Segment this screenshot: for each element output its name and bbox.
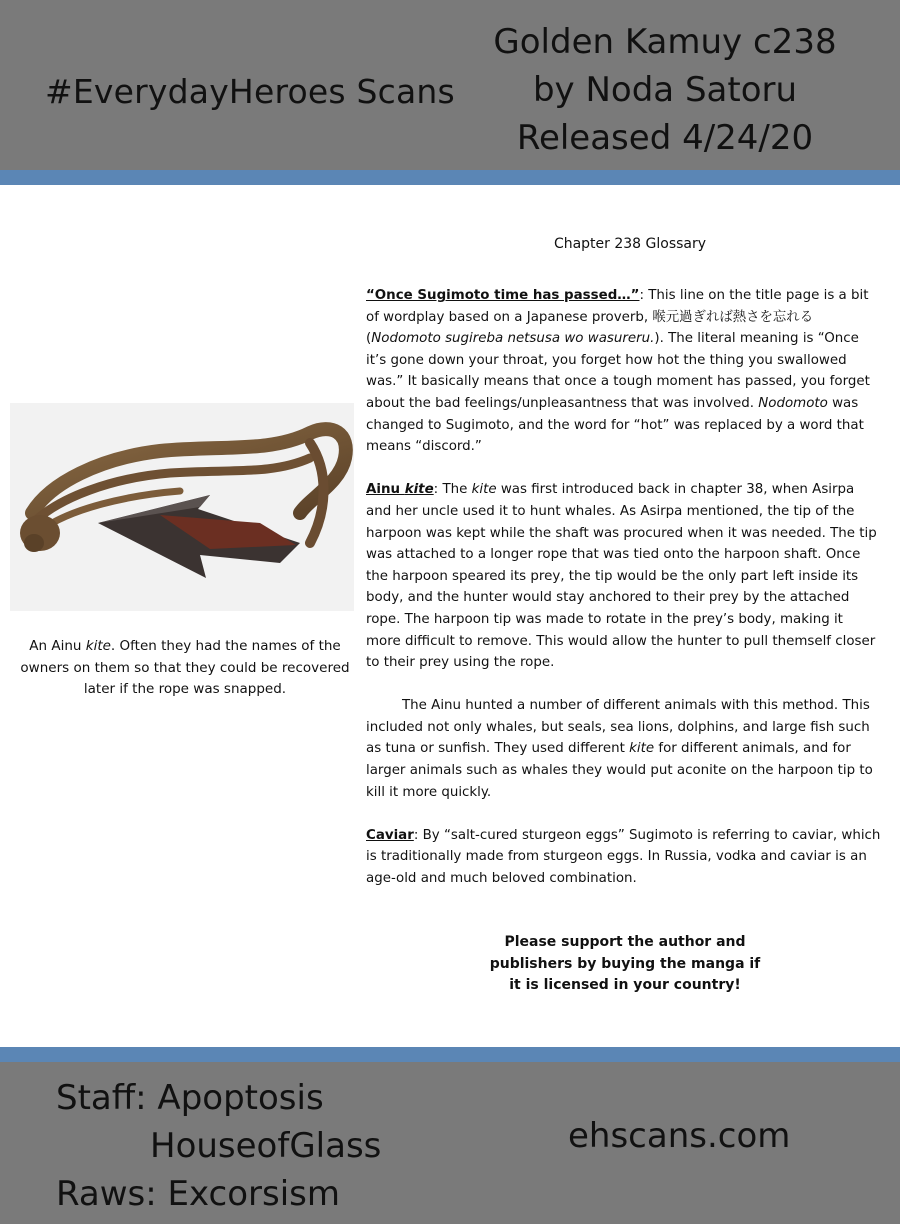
site-url: ehscans.com: [568, 1116, 791, 1156]
glossary-title: Chapter 238 Glossary: [553, 236, 707, 252]
glossary-body: [366, 285, 881, 911]
raws-line: Raws: Excorsism: [56, 1174, 340, 1214]
release-info: [440, 18, 890, 162]
glossary-entry-kite: Ainu kite: The kite was first introduced back in chapter 38, when Asirpa and her uncle used it to hunt whales. As Asirpa mentioned, the tip of the harpoon was kept while the shaft was procured when it was needed. The tip was attached to a longer rope that was tied onto the harpoon shaft. Once the harpoon speared its prey, the tip would be the only part left inside its body, and the hunter would stay anchored to their prey by the attached rope. The harpoon tip was made to rotate in the prey’s body, making it more difficult to remove. This would allow the hunter to pull themself closer to their prey using the rope.: [366, 482, 877, 671]
chapter-title: Golden Kamuy c238: [493, 22, 837, 62]
release-date: Released 4/24/20: [516, 118, 814, 158]
ainu-kite-photo: [10, 403, 354, 611]
support-message: Please support the author and publishers by buying the manga if it is licensed in your country!: [489, 934, 761, 993]
glossary-term: Caviar: [366, 827, 414, 843]
header-stripe: [0, 170, 900, 185]
glossary-entry-sugimoto: “Once Sugimoto time has passed…”: This line on the title page is a bit of wordplay based on a Japanese proverb, 喉元過ぎれば熱さを忘れる (Nodomoto sugireba netsusa wo wasureru.). The literal meaning is “Once it’s gone down your throat, you forget how hot the thing you swallowed was.” It basically means that once a tough moment has passed, you forget about the bad feelings/unpleasantness that was involved. Nodomoto was changed to Sugimoto, and the word for “hot” was replaced by a word that means “discord.”: [366, 288, 870, 455]
glossary-term: “Once Sugimoto time has passed…”: [366, 288, 640, 303]
footer-stripe: [0, 1047, 900, 1062]
group-name: #EverydayHeroes Scans: [45, 72, 455, 111]
glossary-entry-kite-continued: The Ainu hunted a number of different animals with this method. This included not only whales, but seals, sea lions, dolphins, and large fish such as tuna or sunfish. They used different kite for different animals, and for larger animals such as whales they would put aconite on the harpoon tip to kill it more quickly.: [366, 698, 873, 800]
staff-line: HouseofGlass: [150, 1126, 382, 1166]
author-line: by Noda Satoru: [532, 70, 798, 110]
staff-credits: [56, 1074, 381, 1218]
glossary-term: Ainu kite: [366, 482, 434, 498]
photo-caption: An Ainu kite. Often they had the names of the owners on them so that they could be recovered later if the rope was snapped.: [20, 638, 350, 697]
staff-line: Staff: Apoptosis: [56, 1078, 324, 1118]
glossary-entry-caviar: Caviar: By “salt-cured sturgeon eggs” Sugimoto is referring to caviar, which is traditionally made from sturgeon eggs. In Russia, vodka and caviar is an age-old and much beloved combination.: [366, 827, 881, 887]
harpoon-illustration: [10, 403, 354, 611]
